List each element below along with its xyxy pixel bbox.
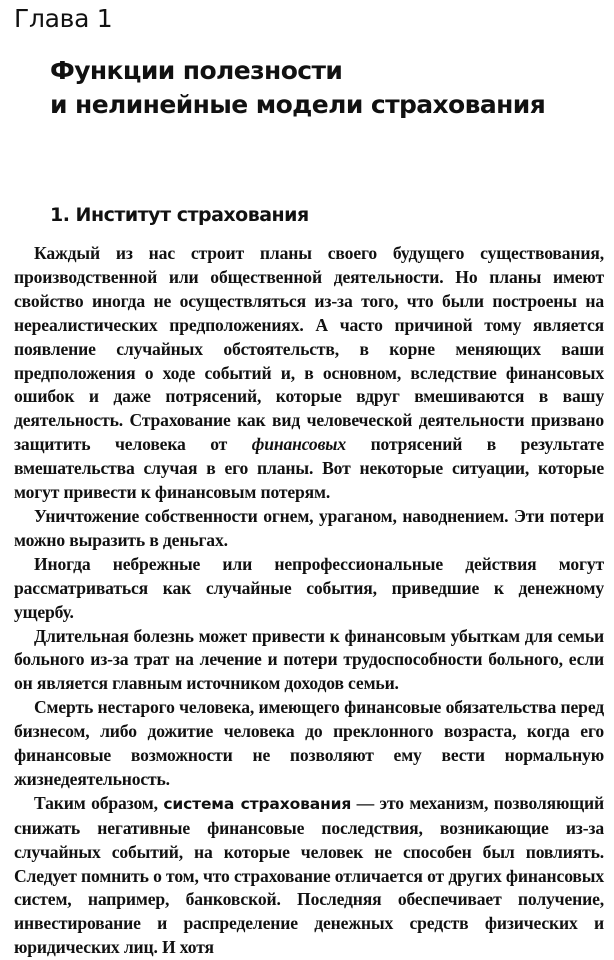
paragraph-negligence: Иногда небрежные или непрофессиональные действия могут рассматриваться как случайные события, приведшие к денежному ущербу.	[14, 553, 604, 622]
term-insurance-system: система страхования	[163, 794, 352, 813]
chapter-title-line-1: Функции полезности	[50, 56, 343, 85]
paragraph-intro-part-2: потрясений в результате вмешательства случая в его планы. Вот некоторые ситуации, которые могут привести к финансовым потерям.	[14, 434, 604, 503]
chapter-label: Глава 1	[14, 4, 113, 33]
paragraph-intro-part-1: Каждый из нас строит планы своего будущего существования, производственной или общественной деятельности. Но планы имеют свойство иногда не осуществляться из-за того, что были построены на нереалистических предположениях. А часто причиной тому является появление случайных обстоятельств, в корне меняющих ваши предположения о ходе событий и, в основном, вследствие финансовых ошибок и даже потрясений, которые вдруг вмешиваются в вашу деятельность. Страхование как вид человеческой деятельности призвано защитить человека от	[14, 243, 604, 455]
emphasis-financial: финансовых	[251, 434, 346, 455]
paragraph-conclusion-part-2: — это механизм, позволяющий снижать негативные финансовые последствия, возникающие из-за случайных событий, на которые человек не способен был повлиять. Следует помнить о том, что страхование отличается от других финансовых систем, например, банковской. Последняя обеспечивает получение, инвестирование и распределение денежных средств физических и юридических лиц. И хотя	[14, 792, 604, 958]
chapter-title	[50, 54, 545, 122]
chapter-title-line-2: и нелинейные модели страхования	[50, 90, 546, 119]
paragraph-intro	[14, 242, 604, 505]
paragraph-conclusion-part-1: Таким образом,	[34, 792, 164, 813]
paragraph-death: Смерть нестарого человека, имеющего финансовые обязательства перед бизнесом, либо дожитие человека до преклонного возраста, когда его финансовые возможности не позволяют ему вести нормальную жизнедеятельность.	[14, 697, 604, 789]
section-heading: 1. Институт страхования	[50, 204, 309, 226]
body-text	[14, 242, 604, 960]
paragraph-property-loss: Уничтожение собственности огнем, ураганом, наводнением. Эти потери можно выразить в деньгах.	[14, 505, 604, 550]
paragraph-illness: Длительная болезнь может привести к финансовым убыткам для семьи больного из-за трат на лечение и потери трудоспособности больного, если он является главным источником доходов семьи.	[14, 625, 604, 694]
paragraph-conclusion	[14, 792, 604, 960]
